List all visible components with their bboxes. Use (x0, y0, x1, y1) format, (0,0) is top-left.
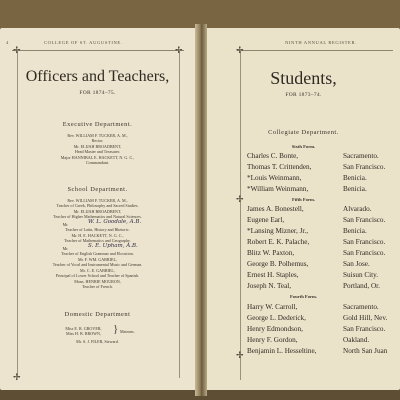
student-name: Ernest H. Staples, (247, 271, 299, 279)
student-city: San Francisco. (343, 325, 386, 333)
teacher-role: Teacher of Greek, Philosophy and Sacred Studies. (56, 203, 139, 208)
section-heading-domestic: Domestic Department (64, 311, 131, 318)
student-city: Benicia. (343, 227, 367, 235)
running-header: NINTH ANNUAL REGISTER. (285, 40, 357, 45)
corner-ornament: ✢ (13, 372, 21, 382)
teacher-line: Mons. HENRIE MOURON, (74, 279, 121, 284)
student-name: George B. Polhemus, (247, 260, 309, 268)
student-name: Blitz W. Paxton, (247, 249, 295, 257)
teacher-role: Teacher of Latin, History and Rhetoric. (65, 227, 130, 232)
form-heading: Fifth Form. (292, 197, 315, 202)
teacher-line: Mr. H. E. HACKETT, N. G. C., (71, 233, 124, 238)
student-city: Benicia. (343, 174, 367, 182)
corner-ornament: ✢ (236, 350, 244, 360)
page-title: Students, (270, 68, 337, 88)
left-margin-rule (240, 50, 241, 380)
student-name: *William Weinmann, (247, 185, 309, 193)
right-page (207, 28, 400, 390)
form-heading: Sixth Form. (291, 144, 316, 149)
matron-role: Matrons. (120, 329, 135, 334)
header-rule (237, 50, 393, 51)
teacher-role: Teacher of French. (82, 284, 113, 289)
corner-ornament: ✢ (13, 45, 21, 55)
student-city: San Francisco. (343, 238, 386, 246)
student-name: *Louis Weinmann, (247, 174, 302, 182)
running-header: COLLEGE OF ST. AUGUSTINE. (44, 40, 123, 45)
handwritten-name: W. L. Goodale, A.B. (88, 219, 142, 225)
book-spine (195, 24, 207, 396)
officer-role: Rector. (91, 138, 104, 143)
officer-line: Mr. ELIJAH BROADBENT, (73, 144, 122, 149)
teacher-line: Rev. WILLIAM F. TUCKER, A. M., (67, 198, 128, 203)
student-city: Alvarado. (343, 205, 372, 213)
form-heading: Fourth Form. (289, 294, 318, 299)
header-rule (12, 50, 184, 51)
corner-ornament: ✢ (236, 45, 244, 55)
corner-ornament: ✢ (236, 194, 244, 204)
teacher-line: Mr. F. WM. GABRIEL, (77, 257, 118, 262)
student-city: San Francisco. (343, 249, 386, 257)
officer-role: Commandant. (85, 160, 110, 165)
student-city: North San Juan (343, 347, 388, 355)
student-name: Benjamin L. Hesseltine, (247, 347, 317, 355)
teacher-role: Teacher of Higher Mathematics and Natural Sciences. (53, 214, 142, 219)
student-city: San Francisco. (343, 163, 386, 171)
student-city: Portland, Or. (343, 282, 380, 290)
student-name: Joseph N. Teal, (247, 282, 292, 290)
teacher-role: Principal of Lower School and Teacher of Spanish. (55, 273, 140, 278)
student-city: Oakland. (343, 336, 370, 344)
matron-line: Miss H. B. BROWN, (65, 331, 102, 336)
student-name: James A. Bonestell, (247, 205, 304, 213)
officer-line: Major HANNIBAL E. HACKETT, N. G. C., (60, 155, 135, 160)
student-city: Sacramento. (343, 303, 379, 311)
section-heading-collegiate: Collegiate Department. (268, 129, 339, 136)
student-name: Charles C. Bonte, (247, 152, 299, 160)
student-name: Robert E. K. Palache, (247, 238, 310, 246)
matron-line: Miss E. R. GROVER, (65, 326, 102, 331)
section-heading-executive: Executive Department. (62, 121, 133, 128)
student-city: San Francisco. (343, 216, 386, 224)
handwritten-name: S. E. Upham, A.B. (88, 243, 138, 249)
teacher-line: Mr. (62, 246, 69, 251)
teacher-role: Teacher of Vocal and Instrumental Music and German. (52, 262, 143, 267)
officer-role: Head Master and Treasurer. (74, 149, 121, 154)
section-heading-school: School Department. (67, 186, 128, 193)
corner-ornament: ✢ (175, 45, 183, 55)
student-name: Harry W. Carroll, (247, 303, 298, 311)
teacher-line: Mr. ELIJAH BROADBENT, (73, 209, 122, 214)
teacher-line: Mr. (62, 222, 69, 227)
student-city: Benicia. (343, 185, 367, 193)
page-subtitle: FOR 1873–74. (285, 92, 322, 98)
teacher-line: Mr. C. E. GABRIEL, (80, 268, 115, 273)
student-name: Eugene Earl, (247, 216, 285, 224)
page-subtitle: FOR 1874–75. (79, 90, 116, 96)
teacher-role: Teacher of Mathematics and Geography. (64, 238, 131, 243)
student-city: Sacramento. (343, 152, 379, 160)
left-page (0, 28, 195, 390)
student-name: George L. Dederick, (247, 314, 306, 322)
teacher-role: Teacher of English Grammar and Elocution. (61, 251, 134, 256)
student-name: Henry Edmondson, (247, 325, 303, 333)
student-name: Henry F. Gordon, (247, 336, 298, 344)
student-name: Thomas T. Crittenden, (247, 163, 312, 171)
student-city: Suisun City. (343, 271, 379, 279)
student-name: *Lansing Mizner, Jr., (247, 227, 308, 235)
page-title: Officers and Teachers, (25, 68, 170, 85)
brace: } (113, 323, 119, 335)
officer-line: Rev. WILLIAM F. TUCKER, A. M., (67, 133, 128, 138)
student-city: San Jose. (343, 260, 370, 268)
steward-line: Mr. S. J. FILER, Steward. (76, 339, 119, 344)
student-city: Gold Hill, Nev. (343, 314, 388, 322)
page-number: 4 (6, 40, 9, 45)
